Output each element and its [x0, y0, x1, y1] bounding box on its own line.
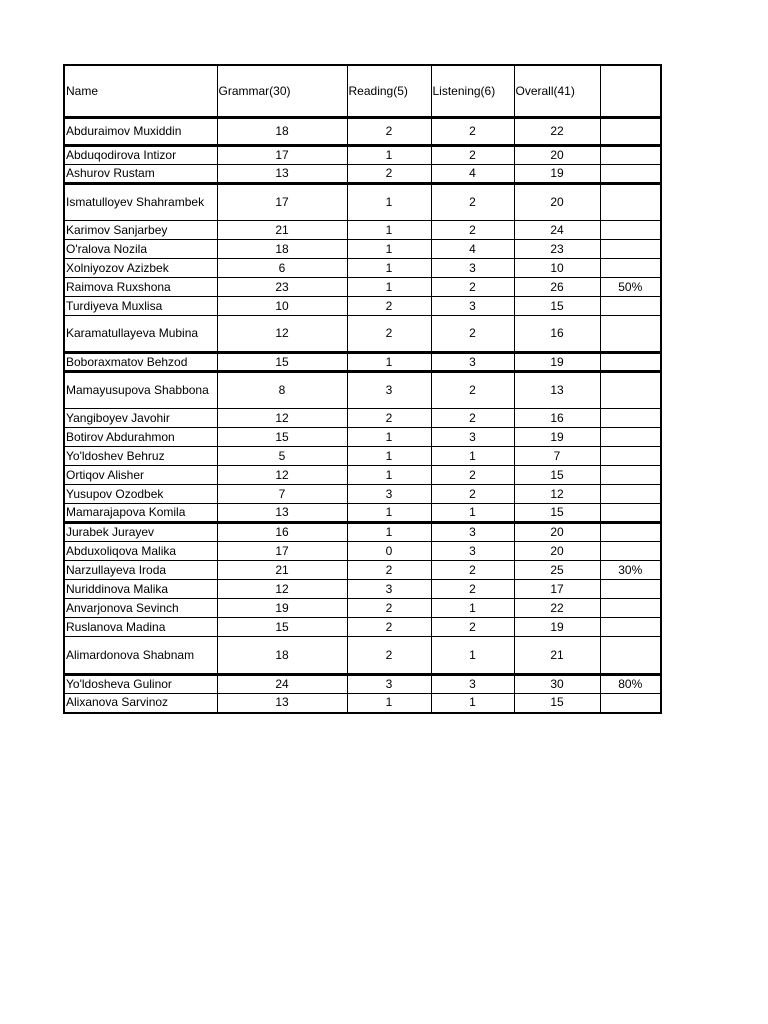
row-reading: 3	[347, 580, 431, 599]
table-row	[64, 118, 661, 146]
row-name: Alixanova Sarvinoz	[64, 694, 217, 713]
row-overall: 20	[514, 146, 600, 165]
row-reading: 1	[347, 694, 431, 713]
row-listening: 1	[431, 599, 514, 618]
table-row	[64, 485, 661, 504]
table-row	[64, 184, 661, 221]
row-listening: 1	[431, 694, 514, 713]
row-overall: 16	[514, 409, 600, 428]
row-grammar: 13	[217, 165, 347, 184]
row-reading: 1	[347, 428, 431, 447]
row-reading: 2	[347, 409, 431, 428]
row-reading: 2	[347, 316, 431, 353]
row-grammar: 7	[217, 485, 347, 504]
row-listening: 3	[431, 297, 514, 316]
row-listening: 1	[431, 504, 514, 523]
row-name: Abduxoliqova Malika	[64, 542, 217, 561]
row-overall: 19	[514, 618, 600, 637]
row-reading: 1	[347, 146, 431, 165]
table-row	[64, 466, 661, 485]
row-grammar: 21	[217, 561, 347, 580]
row-overall: 30	[514, 675, 600, 694]
row-percent	[600, 599, 661, 618]
header-overall: Overall(41)	[514, 65, 600, 118]
row-grammar: 10	[217, 297, 347, 316]
table-row	[64, 316, 661, 353]
row-grammar: 15	[217, 353, 347, 372]
row-listening: 3	[431, 428, 514, 447]
row-grammar: 12	[217, 580, 347, 599]
row-reading: 1	[347, 259, 431, 278]
row-name: Yo'ldoshev Behruz	[64, 447, 217, 466]
row-name: Yangiboyev Javohir	[64, 409, 217, 428]
row-listening: 2	[431, 580, 514, 599]
row-listening: 3	[431, 523, 514, 542]
row-overall: 13	[514, 372, 600, 409]
row-name: Nuriddinova Malika	[64, 580, 217, 599]
row-percent	[600, 618, 661, 637]
row-listening: 2	[431, 118, 514, 146]
row-percent	[600, 221, 661, 240]
row-name: Raimova Ruxshona	[64, 278, 217, 297]
row-overall: 15	[514, 694, 600, 713]
row-grammar: 6	[217, 259, 347, 278]
row-listening: 2	[431, 561, 514, 580]
row-listening: 3	[431, 542, 514, 561]
row-grammar: 12	[217, 409, 347, 428]
row-name: Mamarajapova Komila	[64, 504, 217, 523]
row-overall: 20	[514, 542, 600, 561]
row-listening: 2	[431, 278, 514, 297]
row-grammar: 13	[217, 504, 347, 523]
row-grammar: 13	[217, 694, 347, 713]
row-listening: 2	[431, 316, 514, 353]
row-listening: 2	[431, 409, 514, 428]
row-reading: 2	[347, 637, 431, 675]
row-reading: 3	[347, 372, 431, 409]
table-row	[64, 165, 661, 184]
row-overall: 21	[514, 637, 600, 675]
row-name: Ismatulloyev Shahrambek	[64, 184, 217, 221]
row-listening: 3	[431, 675, 514, 694]
row-percent	[600, 240, 661, 259]
row-name: Narzullayeva Iroda	[64, 561, 217, 580]
row-overall: 17	[514, 580, 600, 599]
row-name: Jurabek Jurayev	[64, 523, 217, 542]
table-row	[64, 523, 661, 542]
row-listening: 4	[431, 165, 514, 184]
row-reading: 1	[347, 240, 431, 259]
table-row	[64, 428, 661, 447]
table-body	[64, 118, 661, 713]
table-row	[64, 580, 661, 599]
table-row	[64, 542, 661, 561]
row-reading: 2	[347, 118, 431, 146]
row-overall: 20	[514, 523, 600, 542]
row-overall: 26	[514, 278, 600, 297]
row-reading: 1	[347, 353, 431, 372]
row-listening: 2	[431, 485, 514, 504]
row-reading: 1	[347, 447, 431, 466]
row-overall: 15	[514, 297, 600, 316]
table-row	[64, 297, 661, 316]
row-percent: 50%	[600, 278, 661, 297]
row-listening: 2	[431, 618, 514, 637]
row-name: Alimardonova Shabnam	[64, 637, 217, 675]
row-grammar: 15	[217, 618, 347, 637]
row-percent	[600, 504, 661, 523]
table-row	[64, 240, 661, 259]
row-overall: 19	[514, 165, 600, 184]
table-row	[64, 409, 661, 428]
row-listening: 2	[431, 184, 514, 221]
table-row	[64, 599, 661, 618]
row-grammar: 18	[217, 240, 347, 259]
row-overall: 22	[514, 118, 600, 146]
row-reading: 1	[347, 504, 431, 523]
row-grammar: 18	[217, 118, 347, 146]
row-percent	[600, 466, 661, 485]
row-name: O'ralova Nozila	[64, 240, 217, 259]
row-percent	[600, 184, 661, 221]
table-row	[64, 259, 661, 278]
row-grammar: 17	[217, 146, 347, 165]
row-reading: 0	[347, 542, 431, 561]
table-row	[64, 353, 661, 372]
row-listening: 2	[431, 372, 514, 409]
row-name: Turdiyeva Muxlisa	[64, 297, 217, 316]
row-listening: 2	[431, 221, 514, 240]
row-reading: 1	[347, 523, 431, 542]
row-grammar: 17	[217, 542, 347, 561]
row-name: Boboraxmatov Behzod	[64, 353, 217, 372]
row-overall: 24	[514, 221, 600, 240]
row-percent	[600, 637, 661, 675]
row-name: Botirov Abdurahmon	[64, 428, 217, 447]
row-reading: 3	[347, 675, 431, 694]
row-listening: 1	[431, 447, 514, 466]
row-overall: 15	[514, 466, 600, 485]
row-name: Yo'ldosheva Gulinor	[64, 675, 217, 694]
row-grammar: 12	[217, 466, 347, 485]
row-grammar: 21	[217, 221, 347, 240]
row-name: Xolniyozov Azizbek	[64, 259, 217, 278]
row-name: Abduraimov Muxiddin	[64, 118, 217, 146]
header-row	[64, 65, 661, 118]
scores-table	[63, 64, 662, 714]
row-overall: 16	[514, 316, 600, 353]
table-row	[64, 221, 661, 240]
row-name: Karimov Sanjarbey	[64, 221, 217, 240]
table-row	[64, 675, 661, 694]
row-listening: 4	[431, 240, 514, 259]
table-row	[64, 146, 661, 165]
row-listening: 3	[431, 353, 514, 372]
row-reading: 2	[347, 618, 431, 637]
row-reading: 2	[347, 297, 431, 316]
header-name: Name	[64, 65, 217, 118]
row-reading: 1	[347, 221, 431, 240]
header-listening: Listening(6)	[431, 65, 514, 118]
row-grammar: 19	[217, 599, 347, 618]
row-overall: 15	[514, 504, 600, 523]
row-listening: 2	[431, 466, 514, 485]
row-name: Ruslanova Madina	[64, 618, 217, 637]
table-row	[64, 372, 661, 409]
row-grammar: 23	[217, 278, 347, 297]
table-row	[64, 561, 661, 580]
header-percent	[600, 65, 661, 118]
row-percent	[600, 372, 661, 409]
row-overall: 19	[514, 428, 600, 447]
row-reading: 2	[347, 165, 431, 184]
row-name: Mamayusupova Shabbona	[64, 372, 217, 409]
row-grammar: 8	[217, 372, 347, 409]
row-name: Abduqodirova Intizor	[64, 146, 217, 165]
row-percent: 30%	[600, 561, 661, 580]
row-percent: 80%	[600, 675, 661, 694]
row-reading: 1	[347, 278, 431, 297]
row-overall: 22	[514, 599, 600, 618]
table-row	[64, 637, 661, 675]
row-name: Anvarjonova Sevinch	[64, 599, 217, 618]
header-reading: Reading(5)	[347, 65, 431, 118]
row-reading: 3	[347, 485, 431, 504]
row-reading: 2	[347, 599, 431, 618]
row-overall: 19	[514, 353, 600, 372]
table-row	[64, 618, 661, 637]
row-percent	[600, 485, 661, 504]
row-name: Ortiqov Alisher	[64, 466, 217, 485]
header-grammar: Grammar(30)	[217, 65, 347, 118]
table-row	[64, 278, 661, 297]
row-name: Ashurov Rustam	[64, 165, 217, 184]
row-overall: 7	[514, 447, 600, 466]
row-percent	[600, 542, 661, 561]
row-percent	[600, 694, 661, 713]
row-name: Yusupov Ozodbek	[64, 485, 217, 504]
row-percent	[600, 165, 661, 184]
row-percent	[600, 316, 661, 353]
row-listening: 2	[431, 146, 514, 165]
row-name: Karamatullayeva Mubina	[64, 316, 217, 353]
row-grammar: 17	[217, 184, 347, 221]
table-row	[64, 694, 661, 713]
row-overall: 12	[514, 485, 600, 504]
row-overall: 25	[514, 561, 600, 580]
row-grammar: 12	[217, 316, 347, 353]
row-percent	[600, 297, 661, 316]
table-row	[64, 447, 661, 466]
row-grammar: 24	[217, 675, 347, 694]
row-grammar: 15	[217, 428, 347, 447]
row-percent	[600, 118, 661, 146]
row-grammar: 5	[217, 447, 347, 466]
row-overall: 23	[514, 240, 600, 259]
row-grammar: 18	[217, 637, 347, 675]
row-percent	[600, 146, 661, 165]
table-row	[64, 504, 661, 523]
row-percent	[600, 447, 661, 466]
row-listening: 3	[431, 259, 514, 278]
row-reading: 2	[347, 561, 431, 580]
row-listening: 1	[431, 637, 514, 675]
row-overall: 20	[514, 184, 600, 221]
row-percent	[600, 353, 661, 372]
row-percent	[600, 409, 661, 428]
row-percent	[600, 259, 661, 278]
row-reading: 1	[347, 466, 431, 485]
row-overall: 10	[514, 259, 600, 278]
row-percent	[600, 580, 661, 599]
row-percent	[600, 523, 661, 542]
row-grammar: 16	[217, 523, 347, 542]
row-reading: 1	[347, 184, 431, 221]
row-percent	[600, 428, 661, 447]
